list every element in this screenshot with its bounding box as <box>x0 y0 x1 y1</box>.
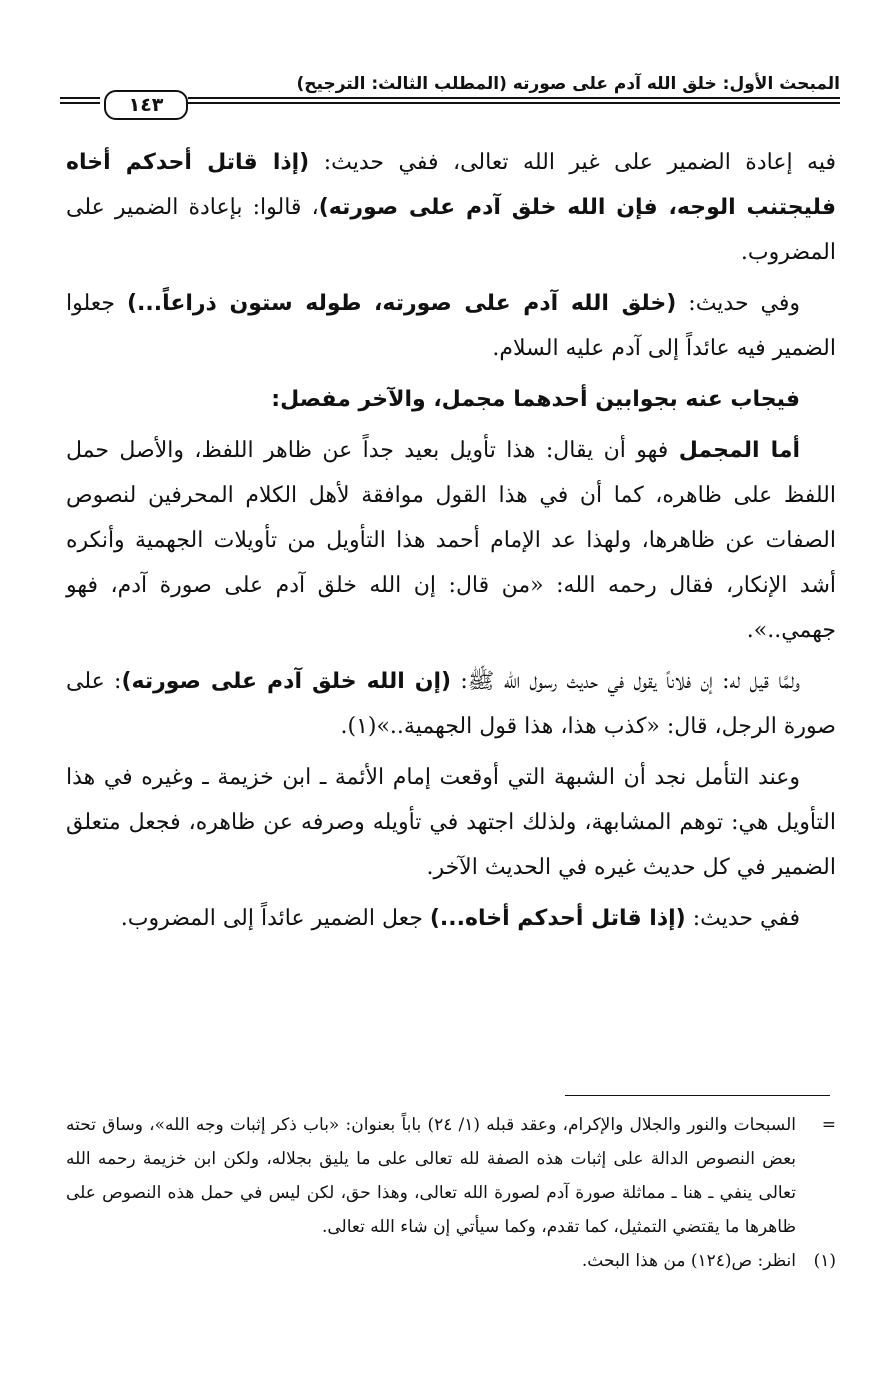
body-text <box>66 140 836 947</box>
paragraph <box>66 377 836 422</box>
footnote <box>66 1108 836 1244</box>
text-run: ، قالوا: بإعادة الضمير على المضروب. <box>66 195 836 265</box>
text-run: ولمَّا قيل له: إن فلاناً يقول في حديث رسول الله ﷺ: <box>451 669 800 694</box>
footnote-mark: = <box>821 1115 836 1135</box>
header-rule-right <box>188 97 840 104</box>
bold-quote: أما المجمل <box>678 438 800 463</box>
paragraph <box>66 896 836 941</box>
paragraph <box>66 281 836 371</box>
paragraph <box>66 755 836 890</box>
header-rule-left <box>60 97 100 104</box>
bold-quote: (إن الله خلق آدم على صورته) <box>121 669 452 694</box>
text-run: جعلوا الضمير فيه عائداً إلى آدم عليه السلام. <box>66 291 836 361</box>
text-run: : على صورة الرجل، قال: «كذب هذا، هذا قول الجهمية..»(١). <box>66 669 836 739</box>
text-run: ففي حديث: <box>685 906 800 931</box>
footnote-text: السبحات والنور والجلال والإكرام، وعقد قبله (١/ ٢٤) باباً بعنوان: «باب ذكر إثبات وجه الله»، وساق تحته بعض النصوص الدالة على إثبات هذه الصفة لله تعالى على ما يليق بجلاله، ولكن ابن خزيمة رحمه الله تعالى ينفي ـ هنا ـ مماثلة صورة آدم لصورة الله تعالى، وهذا حق، لكن ليس في حمل هذه النصوص على ظاهرها ما يقتضي التمثيل، كما تقدم، وكما سيأتي إن شاء الله تعالى. <box>66 1115 796 1237</box>
bold-quote: (إذا قاتل أحدكم أخاه...) <box>429 906 686 931</box>
footnote-text: انظر: ص(١٢٤) من هذا البحث. <box>581 1251 796 1271</box>
paragraph <box>66 140 836 275</box>
footnote <box>66 1244 836 1278</box>
paragraph <box>66 428 836 653</box>
text-run: فيه إعادة الضمير على غير الله تعالى، ففي حديث: <box>309 150 836 175</box>
text-run: جعل الضمير عائداً إلى المضروب. <box>120 906 430 931</box>
running-title: المبحث الأول: خلق الله آدم على صورته (المطلب الثالث: الترجيح) <box>296 74 840 94</box>
footnote-mark: (١) <box>813 1251 836 1271</box>
page-number: ١٤٣ <box>104 90 188 120</box>
paragraph <box>66 659 836 749</box>
text-run: وعند التأمل نجد أن الشبهة التي أوقعت إمام الأئمة ـ ابن خزيمة ـ وغيره في هذا التأويل هي: توهم المشابهة، ولذلك اجتهد في تأويله وصرفه عن ظاهره، فجعل متعلق الضمير في كل حديث غيره في الحديث الآخر. <box>66 765 836 880</box>
footnotes <box>66 1108 836 1278</box>
bold-quote: (خلق الله آدم على صورته، طوله ستون ذراعاً...) <box>126 291 677 316</box>
bold-quote: فيجاب عنه بجوابين أحدهما مجمل، والآخر مفصل: <box>271 387 800 412</box>
page-header <box>60 70 840 122</box>
footnote-separator <box>565 1095 830 1096</box>
bold-quote: (إذا قاتل أحدكم أخاه فليجتنب الوجه، فإن الله خلق آدم على صورته) <box>66 150 836 220</box>
text-run: فهو أن يقال: هذا تأويل بعيد جداً عن ظاهر اللفظ، والأصل حمل اللفظ على ظاهره، كما أن في هذا القول موافقة لأهل الكلام المحرفين لنصوص الصفات عن ظاهرها، ولهذا عد الإمام أحمد هذا التأويل من تأويلات الجهمية وأنكره أشد الإنكار، فقال رحمه الله: «من قال: إن الله خلق آدم على صورة آدم، فهو جهمي..». <box>66 438 836 643</box>
text-run: وفي حديث: <box>676 291 801 316</box>
